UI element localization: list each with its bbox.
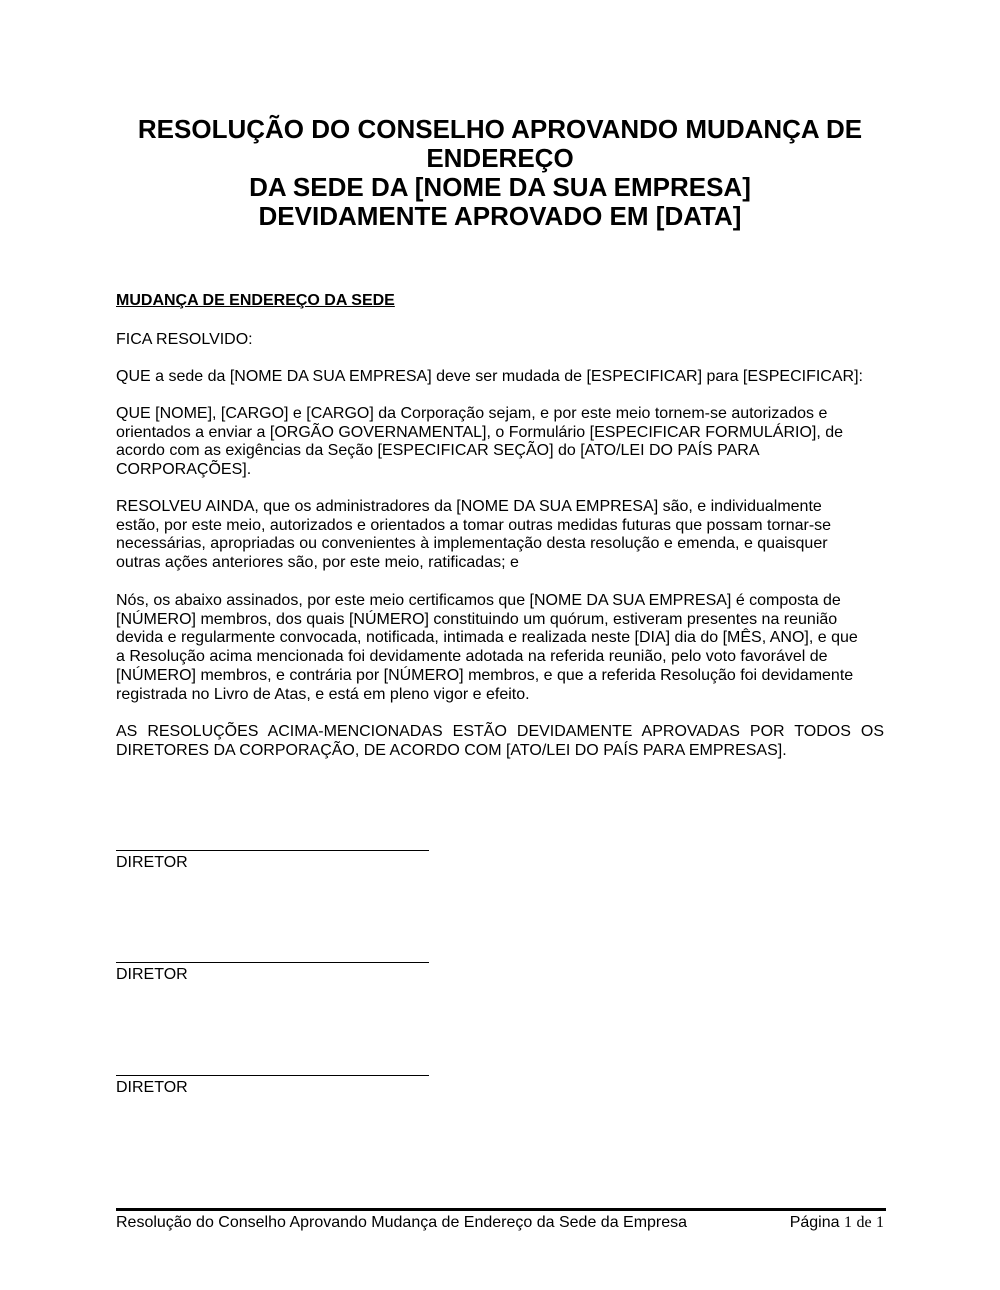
text-line: [NÚMERO] membros, e contrária por [NÚMERO] membros, e que a referida Resolução foi devidamente: [116, 666, 854, 684]
page-number: [790, 1213, 884, 1233]
footer-divider: [116, 1208, 886, 1211]
text-line: RESOLVEU AINDA, que os administradores da [NOME DA SUA EMPRESA] são, e individualmente: [116, 498, 822, 515]
signature-line: [116, 850, 429, 851]
signature-line: [116, 962, 429, 963]
text-line: acordo com as exigências da Seção [ESPECIFICAR SEÇÃO] do [ATO/LEI DO PAÍS PARA: [116, 442, 760, 460]
text-line: CORPORAÇÕES].: [116, 461, 252, 479]
text-line: DIRETORES DA CORPORAÇÃO, DE ACORDO COM [ATO/LEI DO PAÍS PARA EMPRESAS].: [116, 741, 787, 759]
footer-text: Resolução do Conselho Aprovando Mudança de Endereço da Sede da Empresa: [116, 1214, 688, 1231]
title-line: ENDEREÇO: [426, 143, 574, 173]
title-line: RESOLUÇÃO DO CONSELHO APROVANDO MUDANÇA DE: [137, 114, 863, 144]
title-line: DA SEDE DA [NOME DA SUA EMPRESA]: [249, 172, 751, 202]
document-title: [0, 115, 1000, 231]
text-line: outras ações anteriores são, por este meio, ratificadas; e: [116, 554, 519, 572]
page-current: 1: [843, 1214, 852, 1231]
paragraph-5: [116, 723, 884, 760]
text-line: a Resolução acima mencionada foi devidamente adotada na referida reunião, pelo voto favorável de: [116, 648, 828, 666]
text-line: orientados a enviar a [ORGÃO GOVERNAMENTAL], o Formulário [ESPECIFICAR FORMULÁRIO], de: [116, 423, 844, 441]
signature-line: [116, 1075, 429, 1076]
text-line: QUE [NOME], [CARGO] e [CARGO] da Corporação sejam, e por este meio tornem-se autorizados e: [116, 405, 828, 422]
page-of: de: [856, 1214, 872, 1231]
resolved-label: FICA RESOLVIDO:: [116, 331, 253, 348]
text-line: [NÚMERO] membros, dos quais [NÚMERO] constituindo um quórum, estiveram presentes na reunião: [116, 610, 838, 628]
text-line: registrada no Livro de Atas, e está em pleno vigor e efeito.: [116, 685, 530, 703]
paragraph-4: [116, 592, 884, 704]
signature-label: DIRETOR: [116, 854, 188, 871]
paragraph-3: [116, 498, 884, 573]
paragraph-2: [116, 405, 884, 480]
signature-label: DIRETOR: [116, 966, 188, 983]
page-footer: [116, 1213, 884, 1233]
text-line: QUE a sede da [NOME DA SUA EMPRESA] deve ser mudada de [ESPECIFICAR] para [ESPECIFICAR]:: [116, 368, 863, 385]
section-heading: MUDANÇA DE ENDEREÇO DA SEDE: [116, 292, 395, 309]
text-line: Nós, os abaixo assinados, por este meio certificamos que [NOME DA SUA EMPRESA] é composta de: [116, 592, 841, 609]
signature-label: DIRETOR: [116, 1079, 188, 1096]
title-line: DEVIDAMENTE APROVADO EM [DATA]: [258, 201, 742, 231]
text-line: devida e regularmente convocada, notificada, intimada e realizada neste [DIA] dia do [MÊS, ANO], e que: [116, 629, 858, 647]
page-label: Página: [789, 1214, 840, 1231]
paragraph-1: [116, 368, 884, 387]
text-line: necessárias, apropriadas ou convenientes à implementação desta resolução e emenda, e quaisquer: [116, 535, 828, 553]
text-line: estão, por este meio, autorizados e orientados a tomar outras medidas futuras que possam tornar-se: [116, 516, 832, 534]
page-total: 1: [876, 1214, 884, 1231]
text-line: AS RESOLUÇÕES ACIMA-MENCIONADAS ESTÃO DEVIDAMENTE APROVADAS POR TODOS OS: [116, 723, 884, 740]
